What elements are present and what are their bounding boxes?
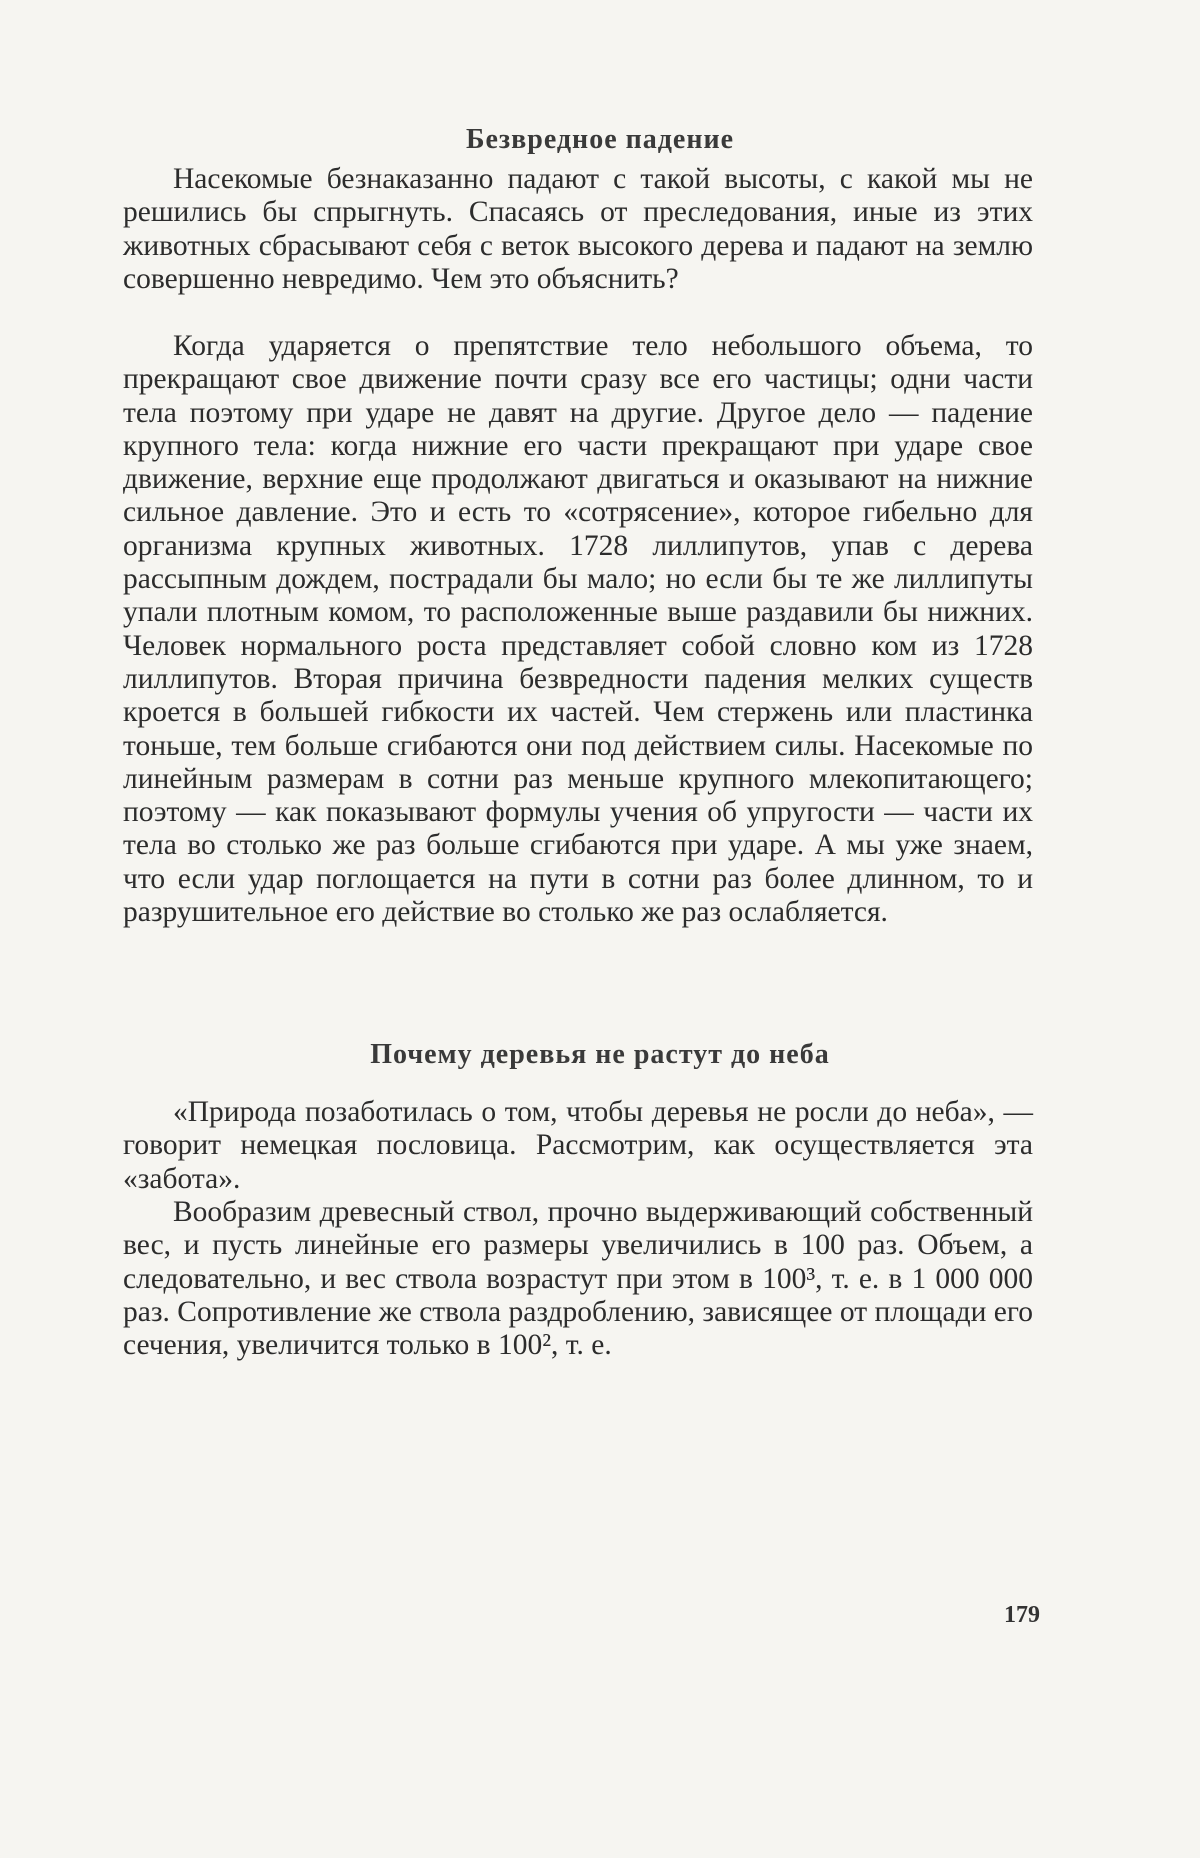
section-title-trees: Почему деревья не растут до неба [370,1039,830,1070]
section-title-harmless-fall: Безвредное падение [465,124,735,155]
paragraph-2: Когда ударяется о препятствие тело небольшого объема, то прекращают свое движение почти сразу все его частицы; одни части тела поэтому при ударе не давят на другие. Другое дело — падение крупного тела: когда нижние его части прекращают при ударе свое движение, верхние еще продолжают двигаться и оказывают на нижние сильное давление. Это и есть то «сотрясение», которое гибельно для организма крупных животных. 1728 лиллипутов, упав с дерева рассыпным дождем, пострадали бы мало; но если бы те же лиллипуты упали плотным комом, то расположенные выше раздавили бы нижних. Человек нормального роста представляет собой словно ком из 1728 лиллипутов. Вторая причина безвредности падения мелких существ кроется в большей гибкости их частей. Чем стержень или пластинка тоньше, тем больше сгибаются они под действием силы. Насекомые по линейным размерам в сотни раз меньше крупного млекопитающего; поэтому — как показывают формулы учения об упругости — части их тела во столько же раз больше сгибаются при ударе. А мы уже знаем, что если удар поглощается на пути в сотни раз более длинном, то и разрушительное его действие во столько же раз ослабляется. [123,330,1033,929]
paragraph-1: Насекомые безнаказанно падают с такой высоты, с какой мы не решились бы спрыгнуть. Спасаясь от преследования, иные из этих животных сбрасывают себя с веток высокого дерева и падают на землю совершенно невредимо. Чем это объяснить? [123,163,1033,295]
page-number: 179 [1004,1602,1040,1628]
paragraph-4: Вообразим древесный ствол, прочно выдерживающий собственный вес, и пусть линейные его размеры увеличились в 100 раз. Объем, а следовательно, и вес ствола возрастут при этом в 100³, т. е. в 1 000 000 раз. Сопротивление же ствола раздроблению, зависящее от площади его сечения, увеличится только в 100², т. е. [123,1196,1033,1362]
paragraph-3: «Природа позаботилась о том, чтобы деревья не росли до неба», — говорит немецкая пословица. Рассмотрим, как осуществляется эта «забота». [123,1096,1033,1195]
